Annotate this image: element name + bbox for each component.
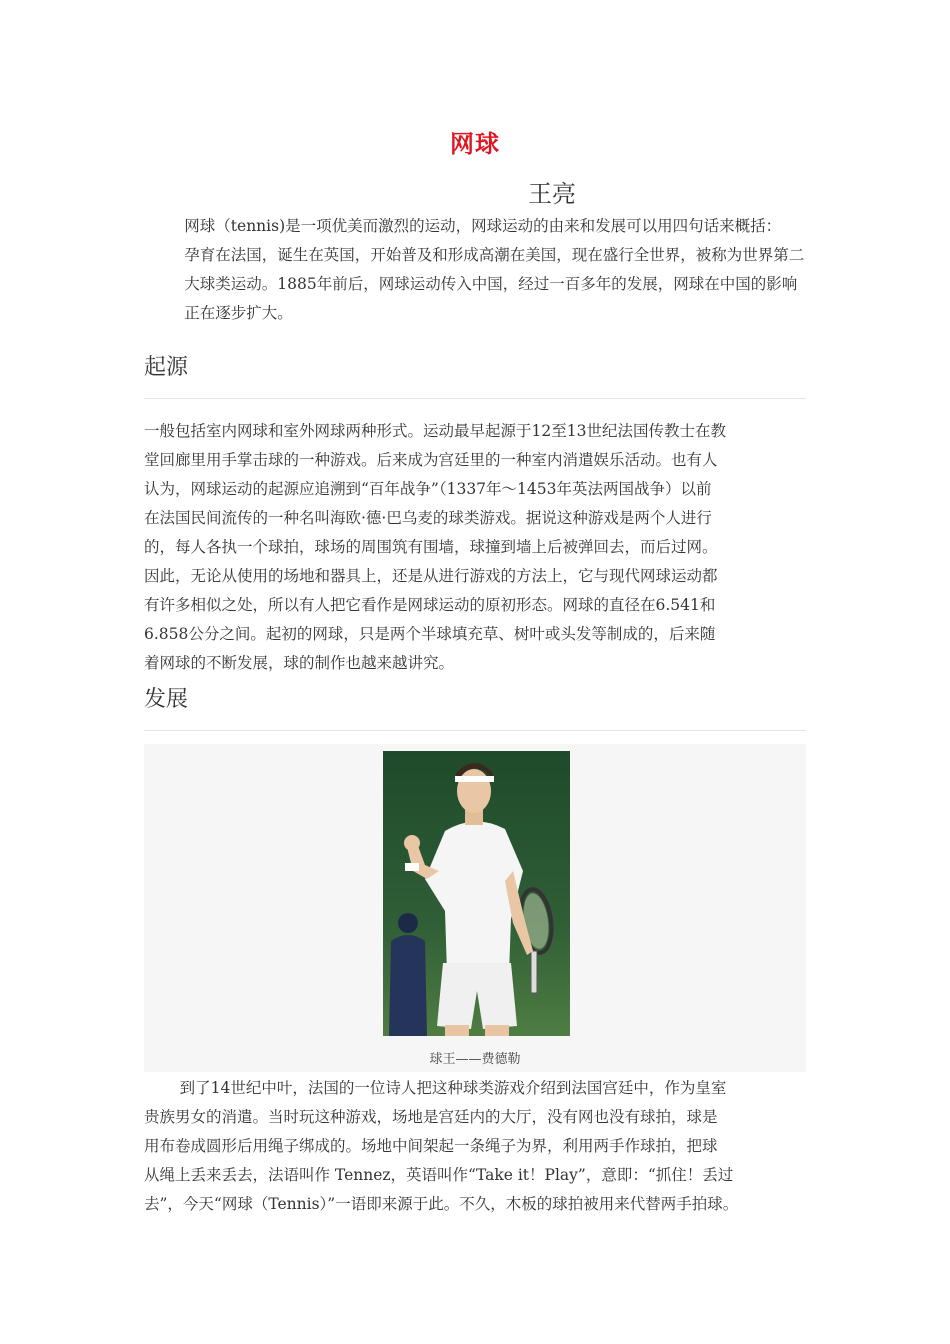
figure-box bbox=[144, 744, 806, 1072]
development-line: 用布卷成圆形后用绳子绑成的。场地中间架起一条绳子为界，利用两手作球拍，把球 bbox=[144, 1137, 718, 1155]
development-line: 从绳上丢来丢去，法语叫作 Tennez，英语叫作“Take it！Play”，意即：“抓住！丢过 bbox=[144, 1166, 734, 1184]
section-divider bbox=[144, 730, 806, 731]
author-name: 王亮 bbox=[528, 180, 576, 208]
section-heading-origin: 起源 bbox=[144, 355, 189, 380]
intro-line: 孕育在法国，诞生在英国，开始普及和形成高潮在美国，现在盛行全世界，被称为世界第二 bbox=[184, 246, 805, 264]
origin-line: 在法国民间流传的一种名叫海欧·德·巴乌麦的球类游戏。据说这种游戏是两个人进行 bbox=[144, 509, 712, 527]
intro-line: 大球类运动。1885年前后，网球运动传入中国，经过一百多年的发展，网球在中国的影响 bbox=[184, 275, 798, 293]
origin-paragraph bbox=[144, 417, 806, 678]
tennis-player-photo bbox=[383, 751, 570, 1036]
origin-line: 有许多相似之处，所以有人把它看作是网球运动的原初形态。网球的直径在6.541和 bbox=[144, 596, 716, 614]
section-heading-development: 发展 bbox=[144, 687, 189, 712]
origin-line: 6.858公分之间。起初的网球，只是两个半球填充草、树叶或头发等制成的，后来随 bbox=[144, 625, 716, 643]
intro-line: 正在逐步扩大。 bbox=[184, 304, 293, 322]
intro-paragraph bbox=[144, 212, 806, 328]
origin-line: 的，每人各执一个球拍，球场的周围筑有围墙，球撞到墙上后被弹回去，而后过网。 bbox=[144, 538, 718, 556]
section-divider bbox=[144, 398, 806, 399]
development-line: 去”，今天“网球（Tennis）”一语即来源于此。不久，木板的球拍被用来代替两手拍球。 bbox=[144, 1195, 739, 1213]
origin-line: 着网球的不断发展，球的制作也越来越讲究。 bbox=[144, 654, 455, 672]
figure-caption: 球王——费德勒 bbox=[429, 1052, 521, 1067]
origin-line: 因此，无论从使用的场地和器具上，还是从进行游戏的方法上，它与现代网球运动都 bbox=[144, 567, 718, 585]
development-paragraph bbox=[144, 1074, 806, 1219]
development-line: 贵族男女的消遣。当时玩这种游戏，场地是宫廷内的大厅，没有网也没有球拍，球是 bbox=[144, 1108, 718, 1126]
development-line: 到了14世纪中叶，法国的一位诗人把这种球类游戏介绍到法国宫廷中，作为皇室 bbox=[179, 1079, 727, 1097]
origin-line: 堂回廊里用手掌击球的一种游戏。后来成为宫廷里的一种室内消遣娱乐活动。也有人 bbox=[144, 451, 718, 469]
origin-line: 一般包括室内网球和室外网球两种形式。运动最早起源于12至13世纪法国传教士在教 bbox=[144, 422, 726, 440]
page-title: 网球 bbox=[450, 129, 500, 158]
origin-line: 认为，网球运动的起源应追溯到“百年战争”（1337年～1453年英法两国战争）以前 bbox=[144, 480, 712, 498]
intro-line: 网球（tennis)是一项优美而激烈的运动，网球运动的由来和发展可以用四句话来概括： bbox=[184, 217, 782, 235]
